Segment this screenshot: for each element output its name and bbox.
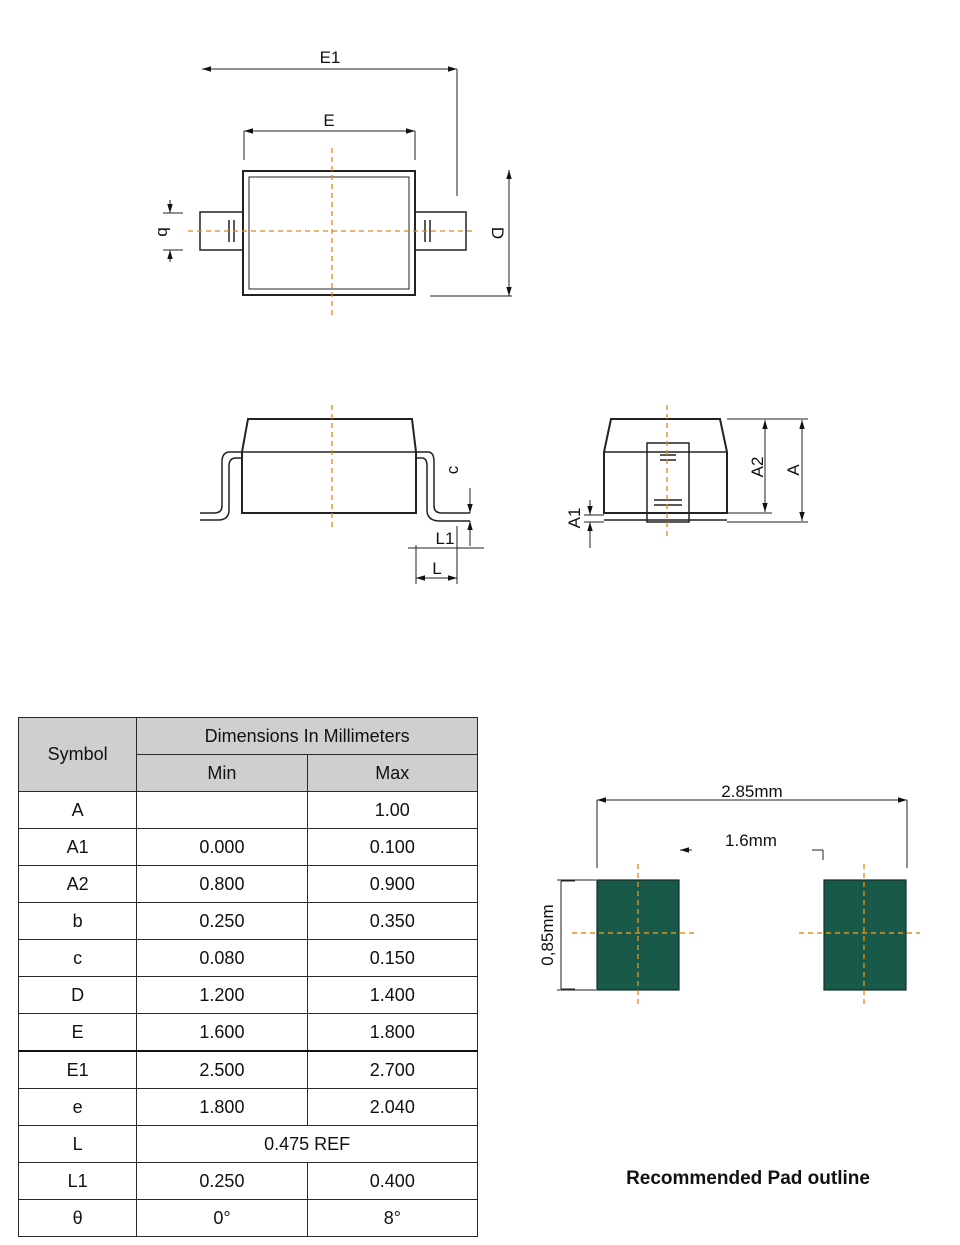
side-view [200,405,484,584]
label-pad-total: 2.85mm [721,782,783,801]
cell-symbol: D [19,977,137,1014]
end-view [584,405,808,548]
package-body-top [243,171,415,295]
cell-symbol: b [19,903,137,940]
label-L: L [432,559,442,578]
cell-max: 0.150 [307,940,477,977]
label-E1: E1 [319,48,341,67]
table-row [19,977,478,1014]
symbol-header: Symbol [19,718,137,792]
label-c: c [443,465,462,475]
pad-right [824,880,906,990]
cell-ref: 0.475 REF [137,1126,478,1163]
table-row [19,1051,478,1089]
cell-min: 1.200 [137,977,307,1014]
cell-min: 0.250 [137,1163,307,1200]
label-pad-height: 0,85mm [538,904,557,966]
min-header: Min [137,755,307,792]
top-view [163,69,512,318]
cell-max: 0.900 [307,866,477,903]
cell-max: 2.040 [307,1089,477,1126]
table-row [19,792,478,829]
label-pad-gap: 1.6mm [725,831,777,850]
cell-symbol: e [19,1089,137,1126]
cell-max: 0.400 [307,1163,477,1200]
cell-min: 0.080 [137,940,307,977]
dimensions-header: Dimensions In Millimeters [137,718,478,755]
cell-max: 0.350 [307,903,477,940]
cell-max: 1.00 [307,792,477,829]
table-row [19,1200,478,1237]
table-row [19,1014,478,1052]
package-body-end [604,419,727,513]
label-A2: A2 [748,456,767,478]
cell-symbol: L1 [19,1163,137,1200]
cell-symbol: E [19,1014,137,1052]
max-header: Max [307,755,477,792]
label-L1: L1 [435,529,455,548]
table-row [19,829,478,866]
cell-symbol: θ [19,1200,137,1237]
table-row [19,940,478,977]
cell-symbol: A [19,792,137,829]
cell-symbol: A2 [19,866,137,903]
label-A1: A1 [565,507,584,529]
table-row [19,903,478,940]
cell-min: 1.800 [137,1089,307,1126]
label-b: b [154,227,173,237]
cell-max: 0.100 [307,829,477,866]
dimensions-table [18,717,478,1237]
table-row [19,1126,478,1163]
table-row [19,866,478,903]
cell-min: 2.500 [137,1051,307,1089]
cell-min: 0.800 [137,866,307,903]
cell-symbol: c [19,940,137,977]
cell-max: 8° [307,1200,477,1237]
table-row [19,1163,478,1200]
cell-min: 0.000 [137,829,307,866]
cell-max: 2.700 [307,1051,477,1089]
cell-max: 1.800 [307,1014,477,1052]
table-row [19,1089,478,1126]
cell-symbol: E1 [19,1051,137,1089]
cell-max: 1.400 [307,977,477,1014]
cell-symbol: A1 [19,829,137,866]
cell-symbol: L [19,1126,137,1163]
label-E: E [323,111,335,130]
cell-min [137,792,307,829]
cell-min: 0.250 [137,903,307,940]
label-D: D [488,226,507,240]
cell-min: 1.600 [137,1014,307,1052]
cell-min: 0° [137,1200,307,1237]
pad-outline-caption: Recommended Pad outline [626,1168,870,1189]
package-body-side [242,419,416,513]
label-A: A [784,464,803,476]
